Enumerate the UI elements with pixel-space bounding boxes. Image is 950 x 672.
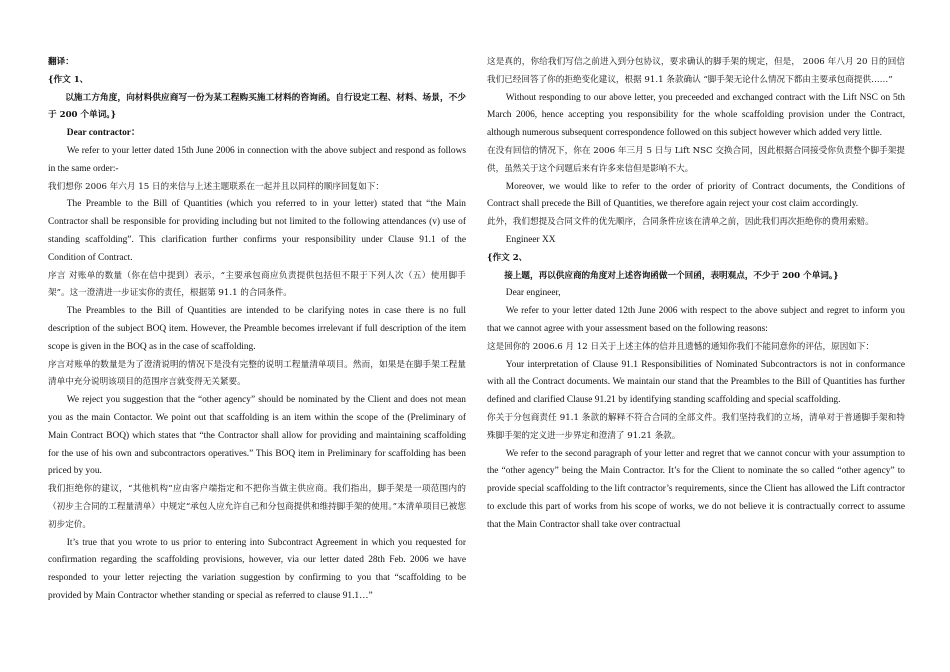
letter2-paragraph-2-en: Your interpretation of Clause 91.1 Responsibilities of Nominated Subcontractors is not in conformance with all the Contract documents. We maintain our stand that the Preambles to the Bill of Quantities has further defined and clarified Clause 91.21 by identifying standing scaffolding and special scaffolding.: [487, 359, 905, 406]
letter1-salutation: Dear contractor：: [66, 128, 141, 139]
letter1-paragraph-5-cn: 这是真的，你给我们写信之前进入到分包协议，要求确认的脚手架的规定，但是， 2006 年八月 20 日的回信我们已经回答了你的拒绝变化建议，根据 91.1 条款确认 “脚手架无论什么情况下都由主要承包商提供……”: [487, 57, 905, 85]
letter1-paragraph-7-en: Moreover, we would like to refer to the order of priority of Contract documents, the Conditions of Contract shall precede the Bill of Quantities, we therefore again reject your cost claim accordingly.: [487, 181, 905, 210]
task1-title: {作文 1、: [48, 74, 89, 85]
letter2-paragraph-3-en: We refer to the second paragraph of your letter and regret that we cannot concur with your assumption to the “other agency” being the Main Contractor. It’s for the Client to nominate the so called “other agency” to provide special scaffolding to the lift contractor’s requirements, since the Client has allowed the Lift contractor to exclude this part of works from his scope of works, we do not believe it is contractually correct to assume that the Main Contractor shall take over contractual: [487, 448, 905, 530]
letter1-paragraph-3-en: The Preambles to the Bill of Quantities are intended to be clarifying notes in case there is no full description of the subject BOQ item. However, the Preamble becomes irrelevant if full description of the item scope is given in the BOQ as in the case of scaffolding.: [48, 306, 466, 352]
letter2-paragraph-1-cn: 这是回你的 2006.6 月 12 日关于上述主体的信并且遗憾的通知你我们不能同意你的评估，原因如下：: [487, 341, 875, 352]
letter1-paragraph-2-en: The Preamble to the Bill of Quantities (which you referred to in your letter) stated that “the Main Contractor shall be responsible for providing including but not limited to the following attendances (v) use of standing scaffolding”. This clarification further confirms your responsibility under Clause 91.1 of the Condition of Contract.: [48, 199, 466, 263]
letter1-paragraph-4-cn: 我们拒绝你的建议，“其他机构”应由客户端指定和不把你当做主供应商。我们指出，脚手架是一项范围内的（初步主合同的工程量清单）中规定“承包人应允许自己和分包商提供和维持脚手架的使用。”本清单项目已被您初步定价。: [48, 484, 466, 530]
letter1-paragraph-1-en: We refer to your letter dated 15th June 2006 in connection with the above subject and respond as follows in the same order:-: [48, 145, 466, 174]
task1-description: 以施工方角度，向材料供应商写一份为某工程购买施工材料的咨询函。自行设定工程、材料、场景，不少于 200 个单词。}: [48, 92, 466, 121]
letter2-paragraph-1-en: We refer to your letter dated 12th June 2006 with respect to the above subject and regret to inform you that we cannot agree with your assessment based on the following reasons:: [487, 306, 905, 334]
right-column: [487, 54, 905, 535]
left-column: [48, 54, 466, 606]
letter1-paragraph-7-cn: 此外，我们想提及合同文件的优先顺序，合同条件应该在清单之前，因此我们再次拒绝你的费用索赔。: [487, 217, 874, 228]
letter2-salutation: Dear engineer,: [505, 288, 561, 299]
letter1-paragraph-2-cn: 序言 对账单的数量（你在信中提到）表示，“主要承包商应负责提供包括但不限于下列人次（五）使用脚手架”。这一澄清进一步证实你的责任，根据第 91.1 的合同条件。: [48, 270, 466, 299]
letter1-paragraph-3-cn: 序言对账单的数量是为了澄清说明的情况下是没有完整的说明工程量清单项目。然而，如果是在脚手架工程量清单中充分说明该项目的范围序言就变得无关紧要。: [48, 359, 466, 388]
letter1-paragraph-5-en: It’s true that you wrote to us prior to entering into Subcontract Agreement in which you requested for confirmation regarding the scaffolding provisions, however, via our letter dated 28th Feb. 2006 we have responded to your letter rejecting the variation suggestion by confirming to you that “scaffolding to be provided by Main Contractor whether standing or special as referred to clause 91.1…”: [48, 537, 466, 601]
task2-title: {作文 2、: [487, 252, 528, 263]
letter1-paragraph-4-en: We reject you suggestion that the “other agency” should be nominated by the Client and does not mean you as the main Contactor. We point out that scaffolding is an item within the scope of the (Preliminary of Main Contract BOQ) which states that “the Contractor shall allow for providing and maintaining scaffolding for the use of his own and subcontractors operatives.” This BOQ item in Preliminary for scaffolding has been priced by you.: [48, 395, 466, 477]
letter2-paragraph-2-cn: 你关于分包商责任 91.1 条款的解释不符合合同的全部文件。我们坚持我们的立场，清单对于普通脚手架和特殊脚手架的定义进一步界定和澄清了 91.21 条款。: [487, 412, 905, 441]
letter1-paragraph-6-en: Without responding to our above letter, you preceeded and exchanged contract with the Lift NSC on 5th March 2006, hence accepting you responsibility for the whole scaffolding provision under the Contract, although numerous subsequent correspondence followed on this subject however which added very little.: [487, 92, 905, 139]
letter1-signature: Engineer XX: [505, 234, 556, 245]
translation-heading: 翻译：: [48, 57, 74, 67]
letter1-paragraph-6-cn: 在没有回信的情况下，你在 2006 年三月 5 日与 Lift NSC 交换合同，因此根据合同接受你负责整个脚手架提供，虽然关于这个问题后来有许多来信但是影响不大。: [487, 145, 905, 174]
letter1-paragraph-1-cn: 我们想你 2006 年六月 15 日的来信与上述主题联系在一起并且以同样的顺序回复如下：: [48, 181, 384, 192]
task2-description: 接上题，再以供应商的角度对上述咨询函做一个回函，表明观点，不少于 200 个单词。}: [504, 270, 839, 281]
